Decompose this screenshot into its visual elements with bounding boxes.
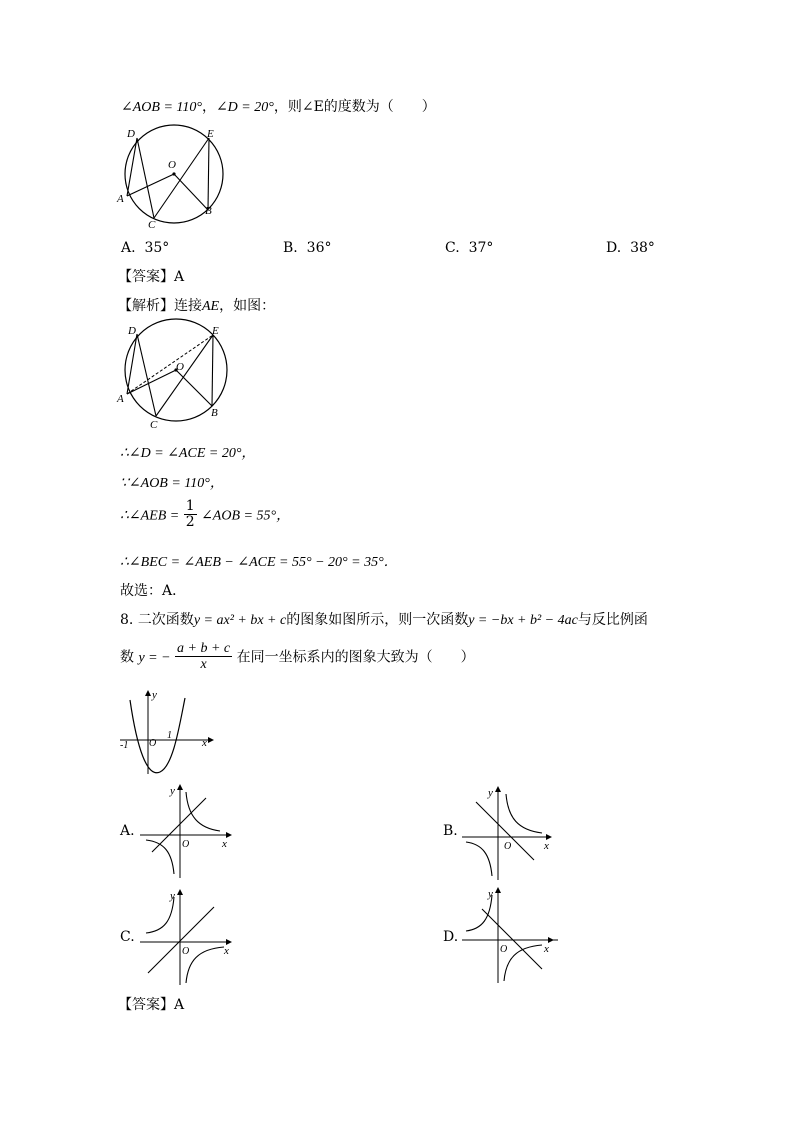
- q8-text-e: 在同一坐标系内的图象大致为（ ）: [236, 649, 475, 666]
- q8-option-c-label: C.: [120, 929, 135, 945]
- label-c: C: [148, 219, 156, 230]
- answer-tag: 【答案】: [118, 269, 174, 285]
- answer-value: A: [174, 997, 185, 1013]
- q7-step-3: [120, 500, 290, 531]
- label-x: x: [224, 945, 229, 957]
- option-value: 37°: [468, 240, 494, 256]
- step-text: ∴∠BEC = ∠AEB − ∠ACE = 55° − 20° = 35°．: [120, 555, 398, 570]
- segment-ob: [174, 174, 208, 210]
- fraction-num: 1: [185, 498, 195, 514]
- segment-dc: [137, 138, 154, 218]
- answer-tag: 【答案】: [118, 997, 174, 1013]
- analysis-intro2: ，如图：: [219, 298, 276, 314]
- label-d: D: [128, 325, 136, 337]
- label-x: x: [544, 943, 549, 955]
- option-value: 35°: [144, 240, 170, 256]
- option-value: 38°: [630, 240, 655, 256]
- fraction-den: x: [200, 657, 207, 672]
- hyperbola-upper-right: [506, 794, 542, 833]
- step-pre: ∴∠AEB =: [120, 508, 180, 524]
- q7-step-4: [120, 551, 398, 571]
- q8-quadratic: y = ax² + bx + c: [193, 613, 287, 628]
- q8-option-b-label: B.: [443, 823, 458, 839]
- q8-text-d: 数: [120, 649, 134, 666]
- q8-inverse-lhs: y = −: [138, 650, 171, 666]
- q7-option-d: [606, 240, 655, 256]
- label-o: O: [176, 361, 184, 373]
- label-y: y: [170, 890, 175, 902]
- option-letter: D.: [606, 240, 622, 256]
- hyperbola-upper-right: [186, 792, 220, 831]
- fraction-den: 2: [185, 514, 195, 530]
- segment-ae-dashed: [127, 335, 213, 394]
- label-one: 1: [167, 730, 172, 741]
- q7-stem: [121, 96, 436, 116]
- linear-line: [482, 909, 542, 969]
- q8-option-b-graph: [458, 784, 558, 882]
- q7-step-2: [120, 472, 224, 492]
- analysis-tag: 【解析】: [118, 298, 174, 314]
- label-o: O: [149, 738, 157, 749]
- hyperbola-lower-left: [146, 840, 174, 874]
- segment-eb: [208, 138, 209, 210]
- q7-stem-question: ，则∠E的度数为（ ）: [273, 99, 436, 115]
- step-text: ∵∠AOB = 110°，: [120, 476, 224, 491]
- segment-da: [127, 334, 137, 394]
- label-y: y: [152, 689, 157, 701]
- q7-stem-angle-d: ∠D = 20°: [215, 100, 274, 115]
- q8-line-2: [120, 642, 475, 673]
- q8-number: 8.: [120, 612, 134, 628]
- q7-answer: [118, 266, 184, 286]
- q7-option-c: [445, 240, 493, 256]
- segment-dc: [137, 334, 156, 416]
- label-y: y: [488, 787, 493, 799]
- label-neg1: -1: [120, 740, 129, 751]
- hyperbola-upper-left: [146, 897, 174, 933]
- hyperbola-lower-right: [186, 947, 224, 983]
- label-c: C: [150, 419, 158, 430]
- center-dot: [172, 172, 175, 175]
- q8-option-a-graph: [140, 782, 240, 880]
- fraction-num: a + b + c: [177, 641, 231, 656]
- label-o: O: [182, 946, 190, 957]
- parabola-curve: [130, 698, 185, 773]
- label-y: y: [170, 785, 175, 797]
- q8-line-1: [120, 609, 648, 629]
- x-arrow: [226, 832, 232, 838]
- x-arrow: [208, 737, 214, 743]
- q7-analysis: [118, 295, 275, 315]
- x-arrow: [548, 937, 554, 943]
- fraction-half: [184, 499, 197, 530]
- label-a: A: [117, 393, 124, 405]
- q8-linear: y = −bx + b² − 4ac: [468, 613, 578, 628]
- segment-ob: [176, 370, 212, 406]
- step-text: ∴∠D = ∠ACE = 20°，: [120, 446, 256, 461]
- segment-ao: [127, 174, 174, 196]
- linear-line: [148, 907, 214, 973]
- hyperbola-upper-left: [466, 895, 492, 931]
- hyperbola-lower-left: [466, 842, 492, 876]
- q8-answer: [118, 994, 184, 1014]
- option-letter: B.: [283, 240, 298, 256]
- label-a: A: [117, 193, 124, 205]
- analysis-intro: 连接: [174, 298, 202, 314]
- q8-parabola-graph: [115, 688, 215, 776]
- q8-option-d-graph: [458, 885, 558, 985]
- label-o: O: [504, 841, 512, 852]
- q8-option-d-label: D.: [443, 929, 459, 945]
- y-arrow: [177, 784, 183, 790]
- answer-value: A: [174, 269, 185, 285]
- q7-stem-angle-aob: ∠AOB = 110°: [121, 100, 202, 115]
- q8-option-a-label: A.: [120, 823, 135, 839]
- label-d: D: [127, 128, 135, 140]
- label-b: B: [211, 407, 218, 419]
- q7-conclusion: [120, 580, 186, 600]
- q8-text-c: 与反比例函: [577, 612, 648, 628]
- option-letter: A.: [121, 240, 136, 256]
- q7-stem-sep: ，: [201, 99, 216, 115]
- label-o: O: [182, 839, 190, 850]
- segment-ao: [127, 370, 176, 394]
- option-value: 36°: [306, 240, 332, 256]
- segment-eb: [212, 335, 213, 406]
- q8-text-b: 的图象如图所示，则一次函数: [286, 612, 469, 628]
- label-x: x: [544, 840, 549, 852]
- q8-option-c-graph: [140, 887, 240, 987]
- y-arrow: [145, 690, 151, 696]
- analysis-ae: AE: [202, 299, 220, 314]
- label-e: E: [212, 325, 219, 337]
- q7-circle-figure: [112, 124, 232, 230]
- conclusion-text: 故选：A．: [120, 583, 187, 599]
- label-o: O: [500, 944, 508, 955]
- q7-step-1: [120, 442, 255, 462]
- q8-inverse-fraction: [175, 641, 232, 672]
- segment-ce: [154, 138, 209, 218]
- label-e: E: [207, 128, 214, 140]
- label-x: x: [202, 737, 207, 749]
- y-arrow: [495, 786, 501, 792]
- label-y: y: [488, 888, 493, 900]
- q7-option-a: [121, 240, 169, 256]
- label-b: B: [205, 205, 212, 217]
- segment-da: [127, 138, 137, 196]
- y-arrow: [177, 889, 183, 895]
- q7-option-b: [283, 240, 331, 256]
- q8-text-a: 二次函数: [137, 612, 194, 628]
- y-arrow: [495, 887, 501, 893]
- option-letter: C.: [445, 240, 460, 256]
- q7-solution-figure: [112, 318, 236, 430]
- step-post: ∠AOB = 55°，: [201, 508, 291, 524]
- label-x: x: [222, 838, 227, 850]
- label-o: O: [168, 159, 176, 171]
